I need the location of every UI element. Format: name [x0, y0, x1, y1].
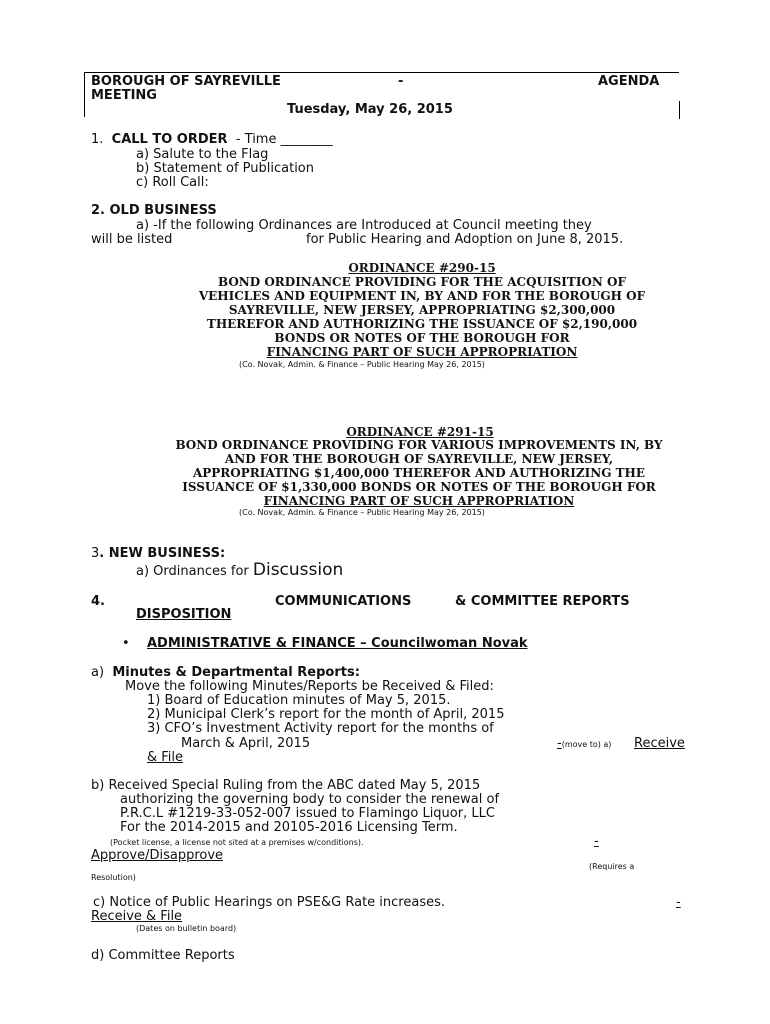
call-to-order-time: - Time ________	[235, 132, 333, 147]
new-business-item	[136, 560, 343, 580]
ordinance-title: ORDINANCE #290-15	[348, 261, 496, 275]
call-item: b) Statement of Publication	[136, 161, 315, 176]
item-a-action-2: & File	[147, 750, 184, 765]
bullet-icon: •	[122, 636, 130, 651]
ordinance-line: SAYREVILLE, NEW JERSEY, APPROPRIATING $2,300,000	[228, 303, 616, 317]
header-dash: -	[398, 74, 404, 89]
old-business-intro-2b: for Public Hearing and Adoption on June 8, 2015.	[306, 232, 624, 247]
new-business-number: 3	[91, 546, 100, 561]
ordinance-line: BONDS OR NOTES OF THE BOROUGH FOR	[274, 331, 570, 345]
ordinance-line: THEREFOR AND AUTHORIZING THE ISSUANCE OF $2,190,000	[206, 317, 638, 331]
item-a-move-note: (move to) a)	[561, 740, 612, 749]
item-a-list-item: 1) Board of Education minutes of May 5, 2015.	[147, 693, 451, 708]
ordinance-line: ISSUANCE OF $1,330,000 BONDS OR NOTES OF THE BOROUGH FOR	[182, 480, 656, 494]
communications-number: 4.	[91, 594, 105, 609]
header-agenda: AGENDA	[598, 74, 660, 89]
ordinance-line: AND FOR THE BOROUGH OF SAYREVILLE, NEW JERSEY,	[224, 452, 614, 466]
item-b-line: For the 2014-2015 and 20105-2016 Licensing Term.	[120, 820, 458, 835]
disposition-heading: DISPOSITION	[136, 607, 232, 622]
ordinance-line: BOND ORDINANCE PROVIDING FOR THE ACQUISITION OF	[217, 275, 627, 289]
new-business-item-big: Discussion	[252, 560, 344, 580]
call-to-order-title: CALL TO ORDER	[111, 132, 228, 147]
header-meeting: MEETING	[91, 88, 157, 103]
item-a-list-cont: March & April, 2015	[181, 736, 311, 751]
item-b-line: b) Received Special Ruling from the ABC dated May 5, 2015	[91, 778, 481, 793]
item-a-label: a)	[91, 665, 105, 680]
item-d-text: d) Committee Reports	[91, 948, 235, 963]
item-c-action: Receive & File	[91, 909, 183, 924]
item-b-requires: (Requires a	[589, 862, 635, 871]
communications-title: COMMUNICATIONS	[275, 594, 412, 609]
item-b-resolution: Resolution)	[91, 873, 136, 882]
item-a-title: Minutes & Departmental Reports:	[112, 665, 360, 680]
call-to-order-number: 1.	[91, 132, 104, 147]
ordinance-line: VEHICLES AND EQUIPMENT IN, BY AND FOR THE BOROUGH OF	[198, 289, 646, 303]
item-b-line: P.R.C.L #1219-33-052-007 issued to Flamingo Liquor, LLC	[120, 806, 495, 821]
committee-bullet: ADMINISTRATIVE & FINANCE – Councilwoman Novak	[147, 636, 528, 651]
call-item: a) Salute to the Flag	[136, 147, 269, 162]
item-a-list-item: 3) CFO’s Investment Activity report for the months of	[147, 721, 494, 736]
call-item: c) Roll Call:	[136, 175, 209, 190]
item-a-heading	[91, 665, 360, 680]
item-a-action: Receive	[634, 736, 685, 751]
communications-title-2: & COMMITTEE REPORTS	[455, 594, 630, 609]
new-business-item-prefix: a) Ordinances for	[136, 564, 253, 579]
item-a-move-dash: -	[557, 736, 562, 751]
ordinance-note: (Co. Novak, Admin. & Finance – Public Hearing May 26, 2015)	[239, 508, 485, 517]
ordinance-line: APPROPRIATING $1,400,000 THEREFOR AND AUTHORIZING THE	[192, 466, 646, 480]
item-c-text: c) Notice of Public Hearings on PSE&G Rate increases.	[93, 895, 445, 910]
ordinance-note: (Co. Novak, Admin. & Finance – Public Hearing May 26, 2015)	[239, 360, 485, 369]
ordinance-title: ORDINANCE #291-15	[346, 425, 494, 439]
ordinance-last-line: FINANCING PART OF SUCH APPROPRIATION	[263, 494, 575, 508]
item-c-note: (Dates on bulletin board)	[136, 924, 237, 933]
header-box-edge	[679, 101, 680, 119]
ordinance-last-line: FINANCING PART OF SUCH APPROPRIATION	[266, 345, 578, 359]
new-business-title: . NEW BUSINESS:	[99, 546, 226, 561]
item-a-list-item: 2) Municipal Clerk’s report for the month of April, 2015	[147, 707, 505, 722]
call-to-order-heading	[91, 132, 333, 147]
header-date: Tuesday, May 26, 2015	[287, 102, 453, 117]
old-business-intro: a) -If the following Ordinances are Introduced at Council meeting they	[136, 218, 592, 233]
item-b-action: Approve/Disapprove	[91, 848, 224, 863]
item-c-dash: -	[676, 895, 681, 910]
old-business-heading: 2. OLD BUSINESS	[91, 203, 217, 218]
new-business-heading	[91, 546, 225, 561]
ordinance-line: BOND ORDINANCE PROVIDING FOR VARIOUS IMPROVEMENTS IN, BY	[175, 438, 663, 452]
item-b-note: (Pocket license, a license not sited at a premises w/conditions).	[110, 838, 364, 847]
item-b-dash: -	[594, 834, 599, 849]
old-business-intro-2a: will be listed	[91, 232, 173, 247]
item-a-move	[557, 736, 611, 751]
item-b-line: authorizing the governing body to consider the renewal of	[120, 792, 500, 807]
item-a-intro: Move the following Minutes/Reports be Received & Filed:	[125, 679, 494, 694]
header-borough: BOROUGH OF SAYREVILLE	[91, 74, 281, 89]
